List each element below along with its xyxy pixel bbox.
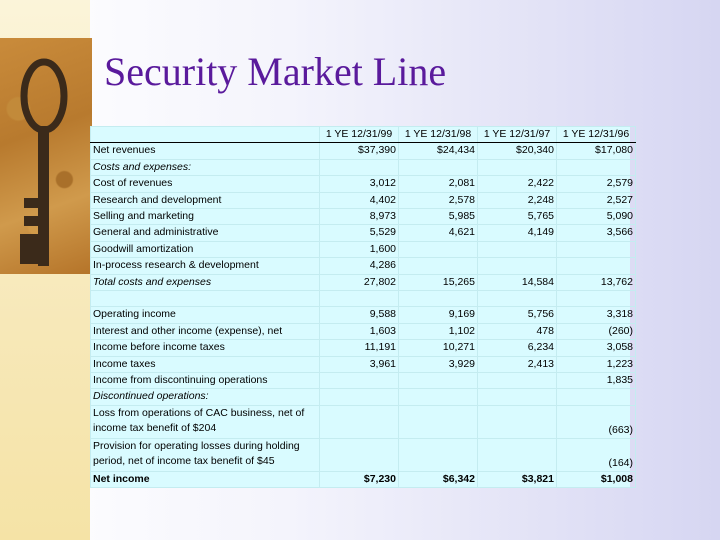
row-label: Goodwill amortization xyxy=(91,241,320,257)
table-row xyxy=(91,471,636,487)
row-value: 9,169 xyxy=(399,307,478,323)
row-value: 478 xyxy=(478,323,557,339)
header-label-cell xyxy=(91,127,320,143)
table-row xyxy=(91,274,636,290)
table-row xyxy=(91,143,636,159)
row-label: Total costs and expenses xyxy=(91,274,320,290)
row-value: 6,234 xyxy=(478,340,557,356)
row-value xyxy=(478,405,557,438)
row-value: 1,600 xyxy=(320,241,399,257)
table-row xyxy=(91,438,636,471)
row-value xyxy=(320,389,399,405)
row-value: 5,756 xyxy=(478,307,557,323)
row-label: Research and development xyxy=(91,192,320,208)
table-row xyxy=(91,176,636,192)
row-value: 3,318 xyxy=(557,307,636,323)
row-value: 4,621 xyxy=(399,225,478,241)
row-value xyxy=(478,438,557,471)
header-1996: 1 YE 12/31/96 xyxy=(557,127,636,143)
row-value xyxy=(399,389,478,405)
table-row xyxy=(91,225,636,241)
row-label: Loss from operations of CAC business, net of income tax benefit of $204 xyxy=(91,405,320,438)
row-value xyxy=(399,438,478,471)
table-row xyxy=(91,192,636,208)
table-row xyxy=(91,291,636,307)
row-value xyxy=(320,373,399,389)
key-photo xyxy=(0,38,92,274)
row-value: (260) xyxy=(557,323,636,339)
row-value: $37,390 xyxy=(320,143,399,159)
table-row xyxy=(91,340,636,356)
row-value: 8,973 xyxy=(320,209,399,225)
row-label: Net income xyxy=(91,471,320,487)
row-value: 1,102 xyxy=(399,323,478,339)
row-value xyxy=(478,258,557,274)
row-label: Discontinued operations: xyxy=(91,389,320,405)
row-value: 1,835 xyxy=(557,373,636,389)
row-value xyxy=(399,291,478,307)
row-label: Cost of revenues xyxy=(91,176,320,192)
row-label: Costs and expenses: xyxy=(91,159,320,175)
row-label: Income before income taxes xyxy=(91,340,320,356)
row-label: Operating income xyxy=(91,307,320,323)
row-value: 3,929 xyxy=(399,356,478,372)
key-icon xyxy=(0,38,92,274)
row-value xyxy=(320,291,399,307)
row-value xyxy=(399,405,478,438)
row-label: Net revenues xyxy=(91,143,320,159)
row-value: 3,566 xyxy=(557,225,636,241)
table-row xyxy=(91,307,636,323)
row-value: $7,230 xyxy=(320,471,399,487)
row-value: 2,081 xyxy=(399,176,478,192)
row-value: 3,012 xyxy=(320,176,399,192)
row-value xyxy=(478,291,557,307)
row-label: Selling and marketing xyxy=(91,209,320,225)
row-value: 10,271 xyxy=(399,340,478,356)
row-value: 4,402 xyxy=(320,192,399,208)
table-row xyxy=(91,405,636,438)
row-value xyxy=(399,159,478,175)
row-value xyxy=(399,241,478,257)
header-1999: 1 YE 12/31/99 xyxy=(320,127,399,143)
table-row xyxy=(91,373,636,389)
row-value: $3,821 xyxy=(478,471,557,487)
row-value: 5,985 xyxy=(399,209,478,225)
row-value xyxy=(320,159,399,175)
table-row xyxy=(91,209,636,225)
row-label: Interest and other income (expense), net xyxy=(91,323,320,339)
slide-title: Security Market Line xyxy=(104,49,447,94)
table-row xyxy=(91,389,636,405)
row-value: 5,090 xyxy=(557,209,636,225)
row-value: 14,584 xyxy=(478,274,557,290)
row-value: 3,961 xyxy=(320,356,399,372)
row-value xyxy=(557,159,636,175)
row-value xyxy=(557,389,636,405)
row-label: Provision for operating losses during holding period, net of income tax benefit of $45 xyxy=(91,438,320,471)
row-value: 2,248 xyxy=(478,192,557,208)
row-value: 1,603 xyxy=(320,323,399,339)
row-value: 13,762 xyxy=(557,274,636,290)
header-1998: 1 YE 12/31/98 xyxy=(399,127,478,143)
row-value xyxy=(557,258,636,274)
table-row xyxy=(91,323,636,339)
row-value: (164) xyxy=(557,438,636,471)
income-statement-table xyxy=(90,126,633,488)
row-value: 3,058 xyxy=(557,340,636,356)
row-label: Income from discontinuing operations xyxy=(91,373,320,389)
row-value xyxy=(557,291,636,307)
row-value: 2,413 xyxy=(478,356,557,372)
row-value: 5,529 xyxy=(320,225,399,241)
row-value xyxy=(399,373,478,389)
row-value: 2,422 xyxy=(478,176,557,192)
table-row xyxy=(91,356,636,372)
row-value xyxy=(557,241,636,257)
row-value: $20,340 xyxy=(478,143,557,159)
row-value: 27,802 xyxy=(320,274,399,290)
row-value: 9,588 xyxy=(320,307,399,323)
row-value: 11,191 xyxy=(320,340,399,356)
table-row xyxy=(91,241,636,257)
row-label: Income taxes xyxy=(91,356,320,372)
row-value: $1,008 xyxy=(557,471,636,487)
row-value xyxy=(478,241,557,257)
row-value: 1,223 xyxy=(557,356,636,372)
row-value: $6,342 xyxy=(399,471,478,487)
table-header-row xyxy=(91,127,636,143)
row-value: 5,765 xyxy=(478,209,557,225)
row-value xyxy=(478,389,557,405)
row-value: 15,265 xyxy=(399,274,478,290)
table-row xyxy=(91,159,636,175)
row-label: In-process research & development xyxy=(91,258,320,274)
row-value xyxy=(320,405,399,438)
header-1997: 1 YE 12/31/97 xyxy=(478,127,557,143)
row-value: 2,578 xyxy=(399,192,478,208)
table-row xyxy=(91,258,636,274)
row-value xyxy=(320,438,399,471)
row-value xyxy=(478,373,557,389)
row-value xyxy=(399,258,478,274)
row-value: 2,527 xyxy=(557,192,636,208)
row-value: 4,149 xyxy=(478,225,557,241)
row-value: $17,080 xyxy=(557,143,636,159)
row-value: (663) xyxy=(557,405,636,438)
row-value: $24,434 xyxy=(399,143,478,159)
row-value xyxy=(478,159,557,175)
row-label xyxy=(91,291,320,307)
row-value: 4,286 xyxy=(320,258,399,274)
row-value: 2,579 xyxy=(557,176,636,192)
row-label: General and administrative xyxy=(91,225,320,241)
